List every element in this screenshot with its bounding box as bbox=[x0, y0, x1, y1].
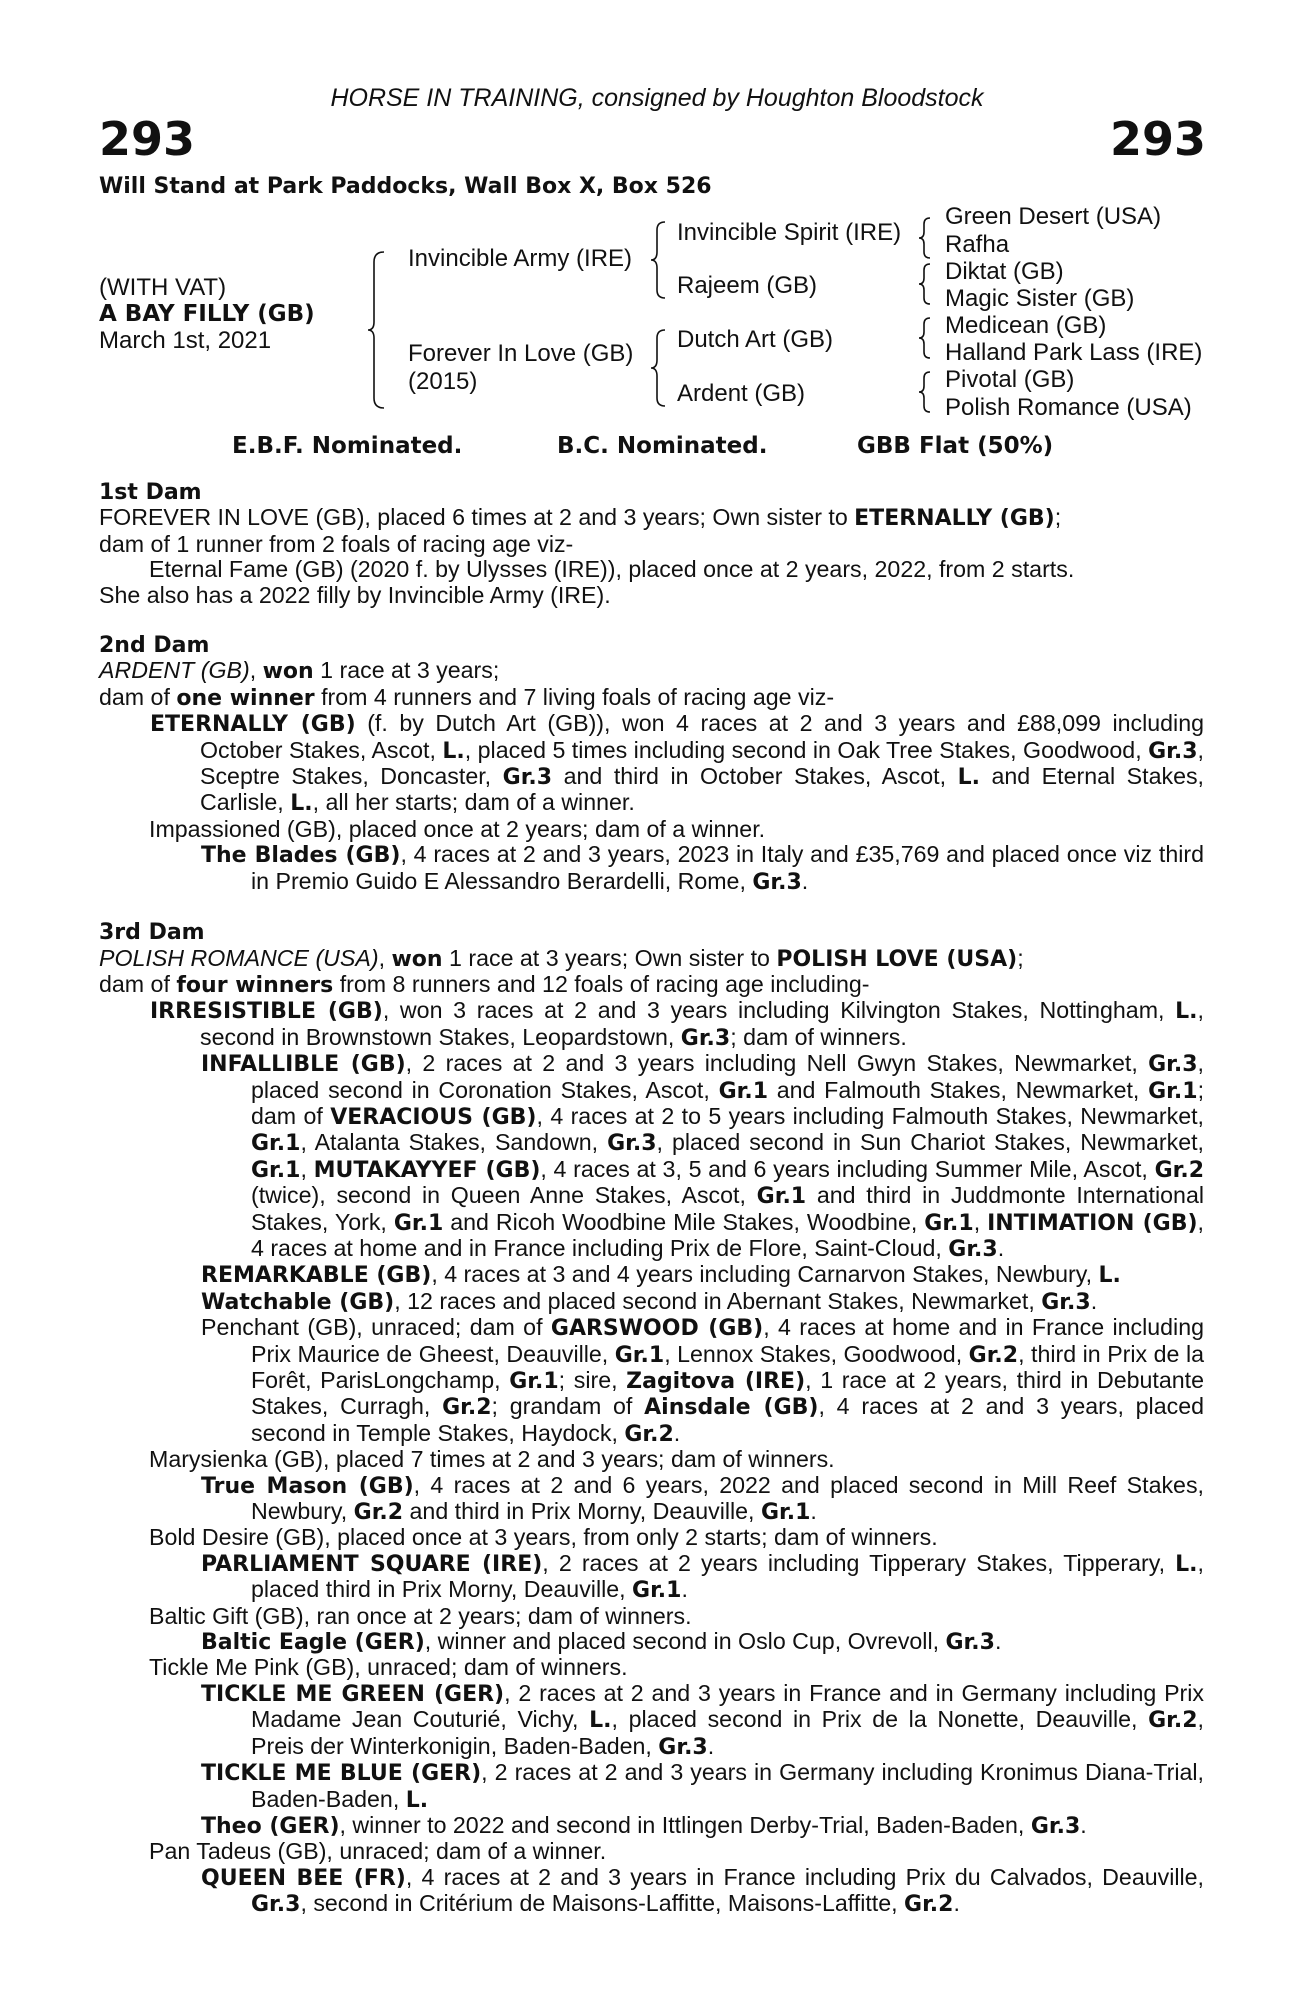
entry-the-blades: The Blades (GB), 4 races at 2 and 3 years, 2023 in Italy and £35,769 and placed once viz third in Premio Guido E Alessandro Berardelli, Rome, Gr.3. bbox=[201, 841, 1205, 895]
entry-remarkable: REMARKABLE (GB), 4 races at 3 and 4 years including Carnarvon Stakes, Newbury, L. bbox=[201, 1261, 1121, 1289]
entry-theo: Theo (GER), winner to 2022 and second in Ittlingen Derby-Trial, Baden-Baden, Gr.3. bbox=[201, 1811, 1087, 1839]
nomination-ebf: E.B.F. Nominated. bbox=[232, 433, 463, 459]
pedigree-g4-3: Diktat (GB) bbox=[945, 258, 1064, 285]
first-dam-heading: 1st Dam bbox=[99, 480, 202, 505]
third-dam-line: POLISH ROMANCE (USA), won 1 race at 3 years; Own sister to POLISH LOVE (USA); bbox=[99, 944, 1024, 972]
entry-penchant: Penchant (GB), unraced; dam of GARSWOOD (GB), 4 races at home and in France including Prix Maurice de Gheest, Deauville, Gr.1, Lennox Stakes, Goodwood, Gr.2, third in Prix de la Forêt, ParisLongchamp, Gr.1; sire, Zagitova (IRE), 1 race at 2 years, third in Debutante Stakes, Curragh, Gr.2; grandam of Ainsdale (GB), 4 races at 2 and 3 years, placed second in Temple Stakes, Haydock, Gr.2. bbox=[201, 1314, 1204, 1447]
nomination-bc: B.C. Nominated. bbox=[557, 433, 768, 459]
entry-baltic-gift: Baltic Gift (GB), ran once at 2 years; dam of winners. bbox=[149, 1602, 692, 1629]
pedigree-dam: Forever In Love (GB) bbox=[408, 340, 634, 367]
entry-queen-bee: QUEEN BEE (FR), 4 races at 2 and 3 years in France including Prix du Calvados, Deauville, Gr.3, second in Critérium de Maisons-Laffitte, Maisons-Laffitte, Gr.2. bbox=[201, 1863, 1204, 1918]
vat-note: (WITH VAT) bbox=[99, 274, 227, 301]
pedigree-dam-year: (2015) bbox=[408, 368, 478, 395]
first-dam-note: She also has a 2022 filly by Invincible Army (IRE). bbox=[99, 581, 611, 608]
pedigree-dam-sire: Dutch Art (GB) bbox=[677, 326, 834, 353]
nomination-gbb: GBB Flat (50%) bbox=[857, 433, 1054, 459]
entry-irresistible: IRRESISTIBLE (GB), won 3 races at 2 and 3 years including Kilvington Stakes, Nottingham, L., second in Brownstown Stakes, Leopardstown, Gr.3; dam of winners. bbox=[150, 997, 1204, 1051]
second-dam-produce: dam of one winner from 4 runners and 7 living foals of racing age viz- bbox=[99, 683, 835, 711]
lot-number-right: 293 bbox=[1109, 112, 1206, 166]
pedigree-g4-8: Polish Romance (USA) bbox=[945, 394, 1192, 421]
entry-watchable: Watchable (GB), 12 races and placed second in Abernant Stakes, Newmarket, Gr.3. bbox=[201, 1287, 1098, 1315]
entry-tickle-me-blue: TICKLE ME BLUE (GER), 2 races at 2 and 3 years in Germany including Kronimus Diana-Trial, Baden-Baden, L. bbox=[201, 1759, 1204, 1813]
entry-eternally: ETERNALLY (GB) (f. by Dutch Art (GB)), won 4 races at 2 and 3 years and £88,099 including October Stakes, Ascot, L., placed 5 times including second in Oak Tree Stakes, Goodwood, Gr.3, Sceptre Stakes, Doncaster, Gr.3 and third in October Stakes, Ascot, L. and Eternal Stakes, Carlisle, L., all her starts; dam of a winner. bbox=[150, 710, 1205, 817]
subject-name: A BAY FILLY (GB) bbox=[99, 301, 315, 327]
pedigree-bracket-main bbox=[372, 250, 392, 410]
sale-header: HORSE IN TRAINING, consigned by Houghton Bloodstock bbox=[330, 84, 984, 112]
third-dam-produce: dam of four winners from 8 runners and 12 foals of racing age including- bbox=[99, 970, 870, 998]
entry-tickle-me-pink: Tickle Me Pink (GB), unraced; dam of winners. bbox=[149, 1654, 628, 1681]
pedigree-bracket-dam bbox=[653, 328, 673, 408]
pedigree-sire-sire: Invincible Spirit (IRE) bbox=[677, 219, 902, 246]
pedigree-g4-5: Medicean (GB) bbox=[945, 312, 1107, 339]
first-dam-foal: Eternal Fame (GB) (2020 f. by Ulysses (IRE)), placed once at 2 years, 2022, from 2 starts. bbox=[149, 556, 1075, 583]
entry-tickle-me-green: TICKLE ME GREEN (GER), 2 races at 2 and 3 years in France and in Germany including Prix Madame Jean Couturié, Vichy, L., placed second in Prix de la Nonette, Deauville, Gr.2, Preis der Winterkonigin, Baden-Baden, Gr.3. bbox=[201, 1679, 1204, 1760]
entry-pan-tadeus: Pan Tadeus (GB), unraced; dam of a winner. bbox=[149, 1838, 607, 1865]
pedigree-g4-1: Green Desert (USA) bbox=[945, 203, 1162, 230]
pedigree-bracket-g4-2 bbox=[920, 262, 934, 306]
entry-true-mason: True Mason (GB), 4 races at 2 and 6 years, 2022 and placed second in Mill Reef Stakes, Newbury, Gr.2 and third in Prix Morny, Deauville, Gr.1. bbox=[201, 1471, 1204, 1526]
entry-parliament-square: PARLIAMENT SQUARE (IRE), 2 races at 2 years including Tipperary Stakes, Tipperary, L., placed third in Prix Morny, Deauville, Gr.1. bbox=[201, 1549, 1204, 1604]
lot-number-left: 293 bbox=[99, 112, 196, 166]
pedigree-g4-6: Halland Park Lass (IRE) bbox=[945, 339, 1203, 366]
entry-marysienka: Marysienka (GB), placed 7 times at 2 and 3 years; dam of winners. bbox=[149, 1446, 835, 1473]
foaling-date: March 1st, 2021 bbox=[99, 327, 272, 354]
pedigree-bracket-sire bbox=[653, 220, 673, 300]
first-dam-produce: dam of 1 runner from 2 foals of racing age viz- bbox=[99, 530, 574, 557]
stand-location: Will Stand at Park Paddocks, Wall Box X, Box 526 bbox=[99, 174, 712, 199]
entry-infallible: INFALLIBLE (GB), 2 races at 2 and 3 years including Nell Gwyn Stakes, Newmarket, Gr.3, placed second in Coronation Stakes, Ascot, Gr.1 and Falmouth Stakes, Newmarket, Gr.1; dam of VERACIOUS (GB), 4 races at 2 to 5 years including Falmouth Stakes, Newmarket, Gr.1, Atalanta Stakes, Sandown, Gr.3, placed second in Sun Chariot Stakes, Newmarket, Gr.1, MUTAKAYYEF (GB), 4 races at 3, 5 and 6 years including Summer Mile, Ascot, Gr.2 (twice), second in Queen Anne Stakes, Ascot, Gr.1 and third in Juddmonte International Stakes, York, Gr.1 and Ricoh Woodbine Mile Stakes, Woodbine, Gr.1, INTIMATION (GB), 4 races at home and in France including Prix de Flore, Saint-Cloud, Gr.3. bbox=[201, 1050, 1205, 1262]
third-dam-heading: 3rd Dam bbox=[99, 920, 205, 946]
pedigree-g4-2: Rafha bbox=[945, 231, 1010, 258]
entry-impassioned: Impassioned (GB), placed once at 2 years; dam of a winner. bbox=[149, 815, 766, 842]
catalogue-body bbox=[99, 480, 1204, 1918]
second-dam-line: ARDENT (GB), won 1 race at 3 years; bbox=[99, 657, 500, 685]
second-dam-heading: 2nd Dam bbox=[99, 633, 210, 659]
pedigree-bracket-g4-4 bbox=[920, 370, 934, 414]
pedigree-dam-dam: Ardent (GB) bbox=[677, 380, 806, 407]
pedigree-sire: Invincible Army (IRE) bbox=[408, 245, 633, 272]
pedigree-bracket-g4-1 bbox=[920, 216, 934, 260]
entry-bold-desire: Bold Desire (GB), placed once at 3 years, from only 2 starts; dam of winners. bbox=[149, 1524, 938, 1551]
pedigree-g4-7: Pivotal (GB) bbox=[945, 366, 1075, 393]
pedigree-bracket-g4-3 bbox=[920, 316, 934, 360]
pedigree-sire-dam: Rajeem (GB) bbox=[677, 272, 818, 299]
entry-baltic-eagle: Baltic Eagle (GER), winner and placed second in Oslo Cup, Ovrevoll, Gr.3. bbox=[201, 1628, 1002, 1656]
pedigree-g4-4: Magic Sister (GB) bbox=[945, 285, 1135, 312]
first-dam-line: FOREVER IN LOVE (GB), placed 6 times at 2 and 3 years; Own sister to ETERNALLY (GB); bbox=[99, 504, 1062, 532]
